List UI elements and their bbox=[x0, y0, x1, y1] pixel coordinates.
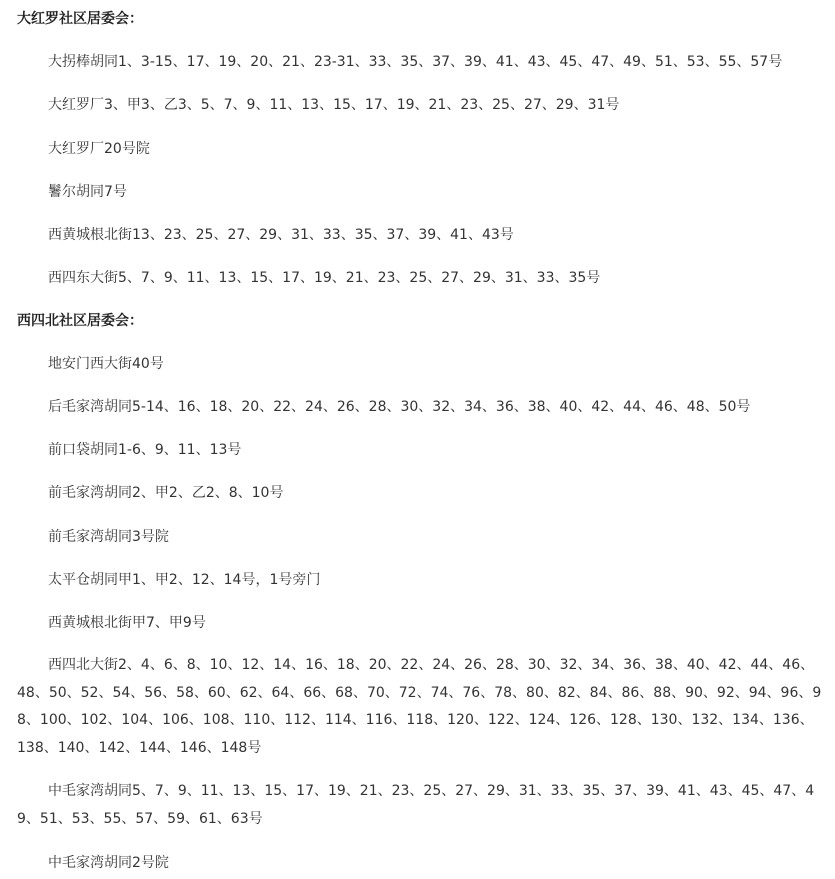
address-line: 地安门西大街40号 bbox=[48, 356, 164, 372]
address-line: 西黄城根北街13、23、25、27、29、31、33、35、37、39、41、43号 bbox=[48, 227, 514, 243]
address-line: 西黄城根北街甲7、甲9号 bbox=[48, 615, 206, 631]
address-line: 西四东大街5、7、9、11、13、15、17、19、21、23、25、27、29、31、33、35号 bbox=[48, 270, 601, 286]
address-line: 中毛家湾胡同2号院 bbox=[48, 855, 169, 871]
section-heading: 西四北社区居委会： bbox=[17, 313, 143, 329]
section-heading: 大红罗社区居委会： bbox=[17, 11, 143, 27]
address-line: 大拐棒胡同1、3-15、17、19、20、21、23-31、33、35、37、39、41、43、45、47、49、51、53、55、57号 bbox=[48, 54, 783, 70]
address-line: 前口袋胡同1-6、9、11、13号 bbox=[48, 442, 242, 458]
address-line: 前毛家湾胡同2、甲2、乙2、8、10号 bbox=[48, 485, 284, 501]
address-line: 鬐尔胡同7号 bbox=[48, 184, 127, 200]
address-line: 大红罗厂20号院 bbox=[48, 141, 150, 157]
address-line: 后毛家湾胡同5-14、16、18、20、22、24、26、28、30、32、34、36、38、40、42、44、46、48、50号 bbox=[48, 399, 751, 415]
address-line: 太平仓胡同甲1、甲2、12、14号，1号旁门 bbox=[48, 572, 321, 588]
address-line: 前毛家湾胡同3号院 bbox=[48, 529, 169, 545]
address-paragraph: 西四北大街2、4、6、8、10、12、14、16、18、20、22、24、26、28、30、32、34、36、38、40、42、44、46、48、50、52、54、56、58、60、62、64、66、68、70、72、74、76、78、80、82、84、86、88、90、92、94、96、98、100、102、104、106、108、110、112、114、116、118、120、122、124、126、128、130、132、134、136、138、140、142、144、146、148号 bbox=[17, 657, 822, 756]
address-line: 大红罗厂3、甲3、乙3、5、7、9、11、13、15、17、19、21、23、25、27、29、31号 bbox=[48, 97, 620, 113]
address-paragraph: 中毛家湾胡同5、7、9、11、13、15、17、19、21、23、25、27、29、31、33、35、37、39、41、43、45、47、49、51、53、55、57、59、61、63号 bbox=[17, 783, 815, 827]
